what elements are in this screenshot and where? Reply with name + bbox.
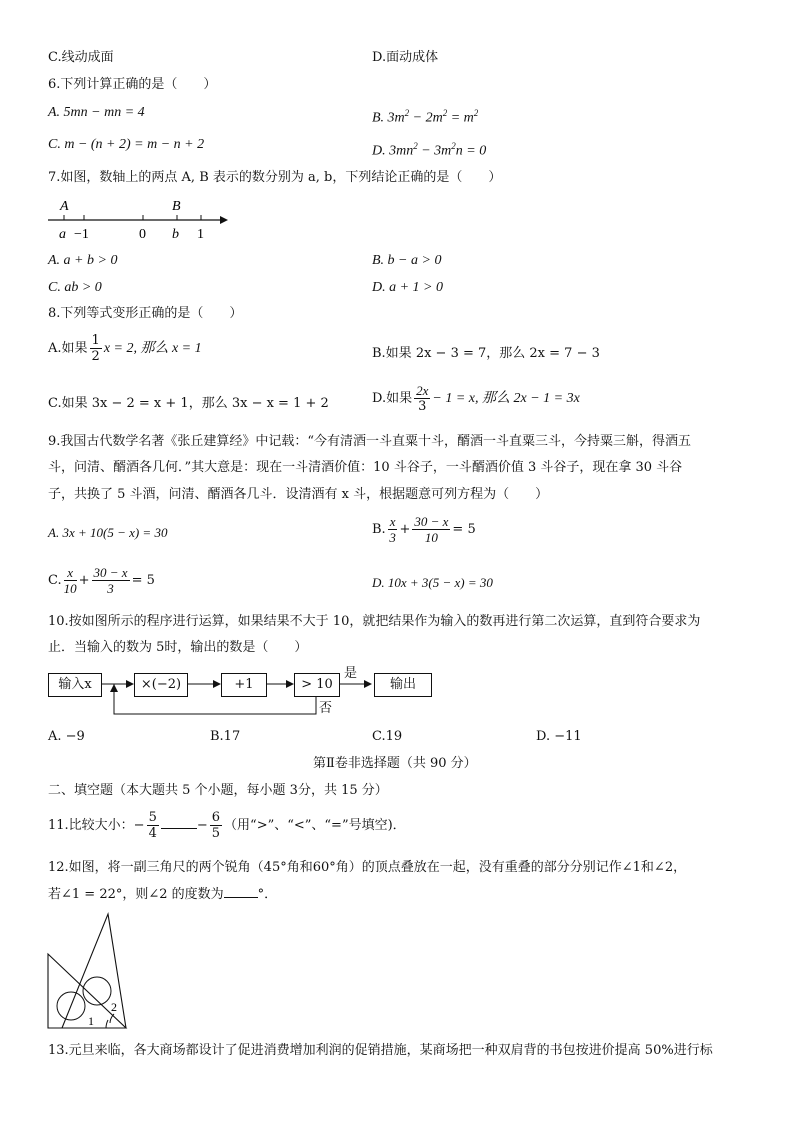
q9-line-1: 9.我国古代数学名著《张丘建算经》中记载：“今有清酒一斗直粟十斗，醑酒一斗直粟三斗，今持粟三斛，得酒五 bbox=[48, 434, 692, 449]
q11-answer-blank[interactable] bbox=[161, 828, 197, 829]
q9-line-2: 斗，问清、醑酒各几何．”其大意是：现在一斗清酒价值：10 斗谷子，一斗醑酒价值 3 斗谷子，现在拿 30 斗谷 bbox=[48, 460, 683, 475]
q7-option-c: C. ab > 0 bbox=[48, 280, 102, 295]
q9-option-a: A. 3x + 10(5 − x) = 30 bbox=[48, 525, 168, 540]
q6-option-d: D. $3mn^2 - 3m^2n = 0$ bbox=[372, 141, 487, 159]
q12-answer-blank[interactable] bbox=[224, 897, 258, 898]
tick-one: 1 bbox=[197, 227, 204, 242]
q6-stem: 6.下列计算正确的是（ ） bbox=[48, 77, 217, 92]
q12-line-1: 12.如图，将一副三角尺的两个锐角（45°角和60°角）的顶点叠放在一起，没有重叠的部分分别记作∠1和∠2， bbox=[48, 860, 687, 875]
angle-1-label: 1 bbox=[88, 1014, 94, 1028]
q6-option-a: A. 5mn − mn = 4 bbox=[48, 105, 145, 120]
q10-line-2: 止．当输入的数为 5时，输出的数是（ ） bbox=[48, 640, 308, 655]
flow-yes-label: 是 bbox=[344, 666, 358, 681]
q9-option-c: C. $\frac{x}{10}$ + $\frac{30 - x}{3}$ = 5 bbox=[48, 565, 155, 596]
q8-stem: 8.下列等式变形正确的是（ ） bbox=[48, 306, 243, 321]
q6-option-c: C. m − (n + 2) = m − n + 2 bbox=[48, 137, 205, 152]
q12-triangle-figure bbox=[44, 910, 134, 1032]
q9-option-b: B. $\frac{x}{3}$ + $\frac{30 - x}{10}$ = 5 bbox=[372, 514, 476, 545]
q10-option-b: B.17 bbox=[210, 729, 241, 744]
point-b-label: B bbox=[172, 199, 181, 214]
flow-add-box: +1 bbox=[221, 673, 267, 697]
q11-line: 11.比较大小：− $\frac{5}{4}$ − $\frac{6}{5}$ （用“>”、“<”、“=”号填空)． bbox=[48, 810, 406, 841]
q9-line-3: 子，共换了 5 斗酒，问清、醑酒各几斗．设清酒有 x 斗，根据题意可列方程为（ ） bbox=[48, 487, 549, 502]
q7-option-a: A. a + b > 0 bbox=[48, 253, 118, 268]
flow-input-box: 输入x bbox=[48, 673, 102, 697]
q7-option-b: B. b − a > 0 bbox=[372, 253, 442, 268]
flow-no-label: 否 bbox=[319, 701, 333, 716]
q10-option-c: C.19 bbox=[372, 729, 403, 744]
q6-option-b: B. $3m^2 - 2m^2 = m^2$ bbox=[372, 108, 479, 126]
tick-zero: 0 bbox=[139, 227, 146, 242]
q10-option-d: D. −11 bbox=[536, 729, 582, 744]
tick-b: b bbox=[172, 227, 179, 242]
q5-option-d: D.面动成体 bbox=[372, 50, 439, 65]
flow-compare-box: > 10 bbox=[294, 673, 340, 697]
q5-option-c: C.线动成面 bbox=[48, 50, 114, 65]
tick-minus-one: −1 bbox=[74, 227, 89, 242]
q10-line-1: 10.按如图所示的程序进行运算，如果结果不大于 10，就把结果作为输入的数再进行第二次运算，直到符合要求为 bbox=[48, 614, 701, 629]
q9-option-d: D. 10x + 3(5 − x) = 30 bbox=[372, 575, 493, 590]
q12-line-2: 若∠1 = 22°，则∠2 的度数为 °． bbox=[48, 887, 278, 902]
section-two-heading: 二、填空题（本大题共 5 个小题，每小题 3分，共 15 分） bbox=[48, 783, 388, 798]
flow-multiply-box: ×(−2) bbox=[134, 673, 188, 697]
q8-option-d: D.如果 $\frac{2x}{3}$ − 1 = x, 那么 2x − 1 = 3x bbox=[372, 383, 580, 414]
point-a-label: A bbox=[60, 199, 69, 214]
flow-output-box: 输出 bbox=[374, 673, 432, 697]
part-two-heading: 第Ⅱ卷非选择题（共 90 分） bbox=[313, 756, 477, 771]
q7-stem: 7.如图，数轴上的两点 A, B 表示的数分别为 a, b，下列结论正确的是（ ） bbox=[48, 170, 502, 185]
q7-number-line bbox=[44, 194, 234, 244]
q8-option-b: B.如果 2x − 3 = 7，那么 2x = 7 − 3 bbox=[372, 346, 600, 361]
q8-option-c: C.如果 3x − 2 = x + 1，那么 3x − x = 1 + 2 bbox=[48, 396, 329, 411]
q13-line-1: 13.元旦来临，各大商场都设计了促进消费增加利润的促销措施，某商场把一种双肩背的书包按进价提高 50%进行标 bbox=[48, 1043, 713, 1058]
q8-option-a: A.如果 $\frac{1}{2}$ x = 2, 那么 x = 1 bbox=[48, 333, 202, 364]
q10-option-a: A. −9 bbox=[48, 729, 85, 744]
tick-a: a bbox=[59, 227, 66, 242]
q7-option-d: D. a + 1 > 0 bbox=[372, 280, 444, 295]
angle-2-label: 2 bbox=[111, 1000, 117, 1014]
